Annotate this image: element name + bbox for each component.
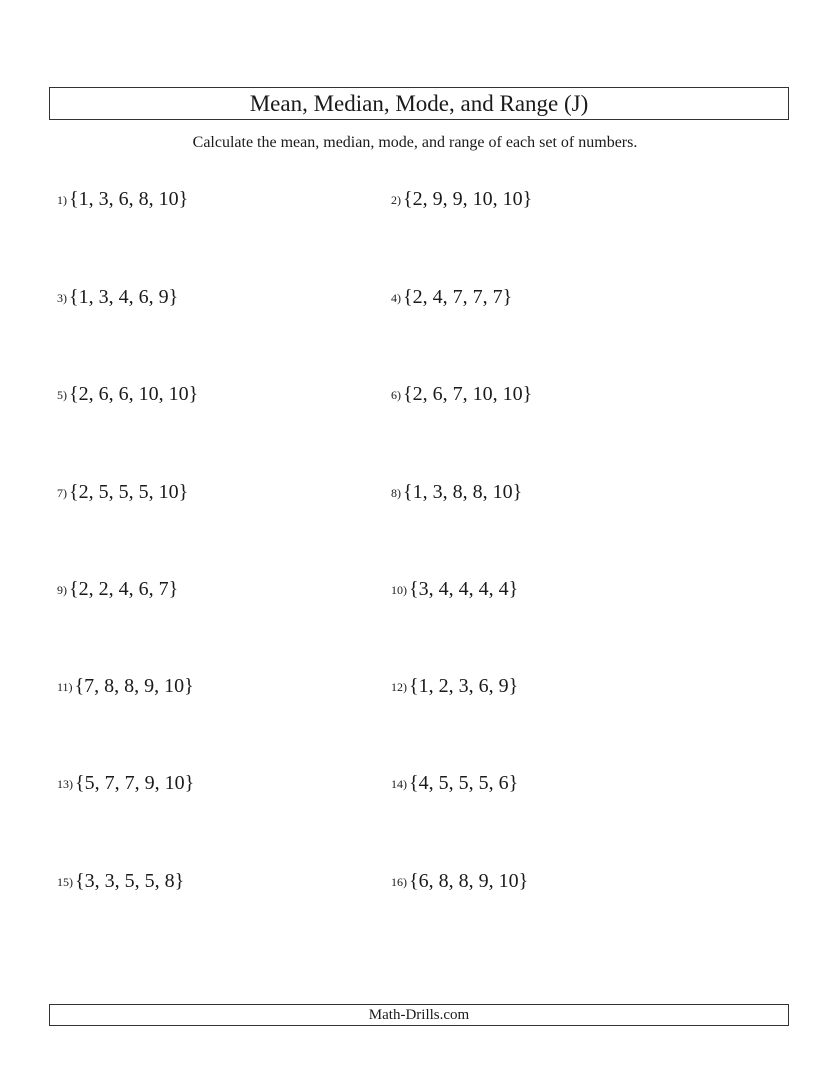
problem-number: 11)	[57, 680, 73, 694]
problem-4	[391, 285, 512, 311]
problem-number: 7)	[57, 486, 67, 500]
number-set: {4, 5, 5, 5, 6}	[409, 772, 519, 794]
number-set: {1, 3, 8, 8, 10}	[403, 481, 523, 503]
number-set: {2, 4, 7, 7, 7}	[403, 286, 513, 308]
number-set: {1, 3, 4, 6, 9}	[69, 286, 179, 308]
number-set: {5, 7, 7, 9, 10}	[75, 772, 195, 794]
problem-7	[57, 480, 188, 506]
number-set: {2, 9, 9, 10, 10}	[403, 188, 533, 210]
problem-number: 2)	[391, 193, 401, 207]
number-set: {2, 6, 7, 10, 10}	[403, 383, 533, 405]
number-set: {6, 8, 8, 9, 10}	[409, 870, 529, 892]
number-set: {2, 5, 5, 5, 10}	[69, 481, 189, 503]
problem-number: 15)	[57, 875, 73, 889]
problem-3	[57, 285, 178, 311]
number-set: {2, 2, 4, 6, 7}	[69, 578, 179, 600]
worksheet-title: Mean, Median, Mode, and Range (J)	[49, 87, 789, 120]
number-set: {3, 3, 5, 5, 8}	[75, 870, 185, 892]
problem-5	[57, 382, 198, 408]
number-set: {2, 6, 6, 10, 10}	[69, 383, 199, 405]
problem-number: 3)	[57, 291, 67, 305]
problem-number: 12)	[391, 680, 407, 694]
footer-site-name: Math-Drills.com	[49, 1004, 789, 1026]
problem-number: 4)	[391, 291, 401, 305]
problem-number: 9)	[57, 583, 67, 597]
number-set: {1, 2, 3, 6, 9}	[409, 675, 519, 697]
problem-2	[391, 187, 532, 213]
problem-number: 14)	[391, 777, 407, 791]
problem-number: 1)	[57, 193, 67, 207]
problem-number: 6)	[391, 388, 401, 402]
problem-number: 13)	[57, 777, 73, 791]
problem-12	[391, 674, 518, 700]
problem-number: 16)	[391, 875, 407, 889]
number-set: {3, 4, 4, 4, 4}	[409, 578, 519, 600]
problem-10	[391, 577, 518, 603]
problem-number: 8)	[391, 486, 401, 500]
problem-11	[57, 674, 194, 700]
instructions: Calculate the mean, median, mode, and range of each set of numbers.	[192, 134, 638, 151]
number-set: {7, 8, 8, 9, 10}	[74, 675, 194, 697]
problem-14	[391, 771, 518, 797]
problem-8	[391, 480, 522, 506]
problem-15	[57, 869, 184, 895]
problem-number: 10)	[391, 583, 407, 597]
problem-16	[391, 869, 528, 895]
number-set: {1, 3, 6, 8, 10}	[69, 188, 189, 210]
problem-9	[57, 577, 178, 603]
problem-1	[57, 187, 188, 213]
problem-number: 5)	[57, 388, 67, 402]
problem-6	[391, 382, 532, 408]
problem-13	[57, 771, 194, 797]
